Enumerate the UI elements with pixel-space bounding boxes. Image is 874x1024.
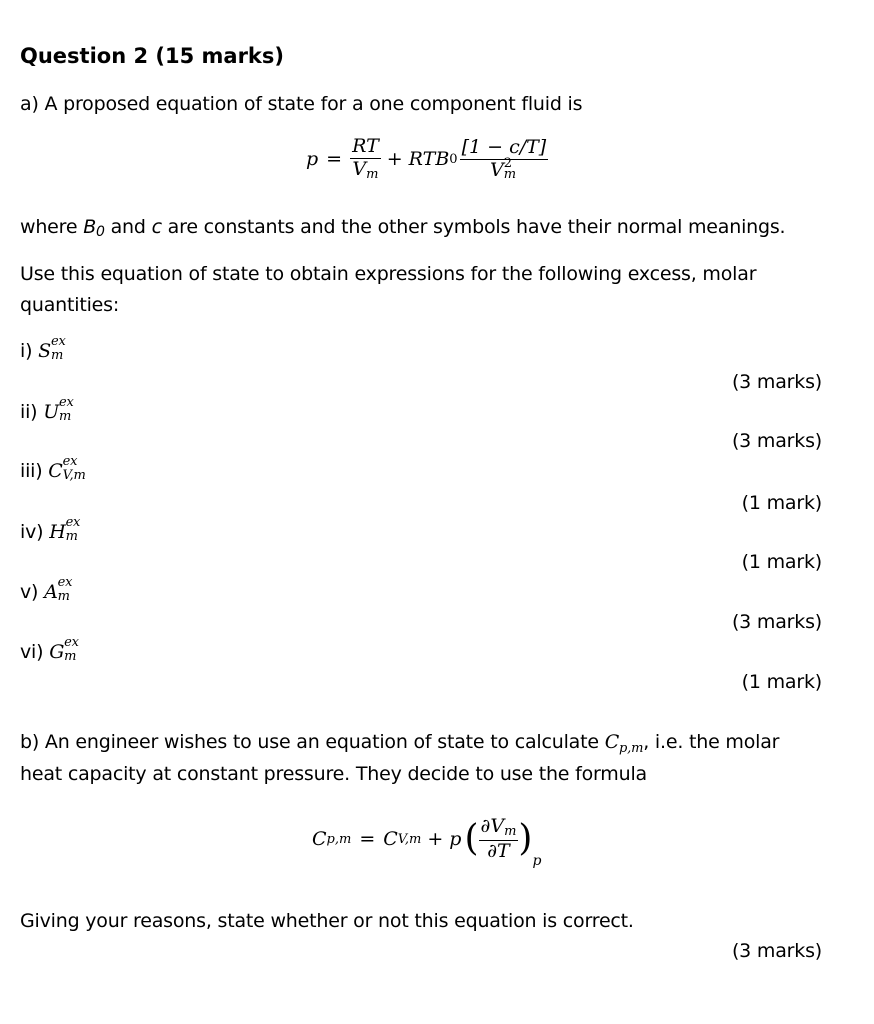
item-i-marks: (3 marks)	[731, 371, 822, 393]
eq-frac2-num: [1 − c/T]	[461, 136, 547, 159]
item-sub: m	[50, 348, 64, 363]
eq-frac1-num: RT	[352, 135, 379, 157]
hc-cv: C	[383, 828, 398, 851]
equation-of-state	[306, 136, 548, 183]
part-b-symbol: C	[604, 731, 620, 753]
hc-partial-frac	[479, 816, 519, 863]
hc-lhs: C	[312, 828, 327, 851]
item-i	[20, 334, 66, 363]
part-a-intro: a) A proposed equation of state for a one component fluid is	[20, 93, 583, 115]
eq-frac1-den: V	[352, 157, 367, 180]
question-title: Question 2 (15 marks)	[20, 44, 284, 68]
item-iv-marks: (1 mark)	[741, 551, 822, 573]
where-b0: B	[83, 216, 97, 238]
where-b0-sub: 0	[96, 224, 105, 240]
use-line-1: Use this equation of state to obtain expressions for the following excess, molar	[20, 263, 757, 285]
item-label: vi)	[20, 641, 50, 663]
item-sup: ex	[62, 454, 78, 469]
eq-frac-rt-vm	[350, 136, 381, 183]
item-symbol: H	[49, 521, 66, 543]
eq-frac2-den-sup: 2	[503, 155, 513, 171]
item-ii-marks: (3 marks)	[731, 430, 822, 452]
hc-den: ∂T	[487, 839, 510, 862]
item-sup: ex	[50, 334, 66, 349]
hc-cv-sub: V,m	[397, 831, 422, 847]
item-symbol: G	[49, 641, 65, 663]
item-sup: ex	[65, 515, 81, 530]
part-b-marks: (3 marks)	[731, 940, 822, 962]
eq-coef-sub: 0	[449, 151, 458, 167]
hc-plus: +	[427, 828, 444, 851]
item-symbol: A	[44, 581, 58, 603]
where-and: and	[104, 216, 152, 238]
part-b-symbol-sub: p,m	[619, 741, 644, 756]
item-label: iii)	[20, 460, 49, 482]
hc-num: ∂V	[480, 815, 505, 837]
hc-num-sub: m	[504, 824, 517, 839]
eq-frac2-den-sub: m	[503, 166, 517, 182]
eq-equals: =	[326, 148, 343, 171]
hc-lhs-sub: p,m	[326, 831, 352, 847]
item-sub: m	[57, 589, 70, 604]
hc-outer-sub: p	[532, 852, 542, 869]
item-label: iv)	[20, 521, 50, 543]
item-v-marks: (3 marks)	[731, 611, 822, 633]
item-iii	[20, 454, 86, 483]
eq-frac1-den-sub: m	[366, 166, 379, 182]
use-line-2: quantities:	[20, 294, 120, 316]
item-sub: m	[59, 409, 72, 424]
item-sub: m	[65, 529, 78, 544]
hc-equals: =	[359, 828, 376, 851]
item-label: ii)	[20, 401, 44, 423]
part-b-question: Giving your reasons, state whether or not this equation is correct.	[20, 910, 634, 932]
item-symbol: U	[43, 401, 60, 423]
eq-plus: +	[386, 148, 403, 171]
where-line	[20, 216, 785, 240]
item-symbol: S	[38, 340, 51, 362]
item-sup: ex	[64, 635, 79, 650]
part-b-line-2: heat capacity at constant pressure. They decide to use the formula	[20, 763, 647, 785]
eq-lhs: p	[306, 148, 319, 171]
item-label: i)	[20, 340, 39, 362]
part-b-pre: b) An engineer wishes to use an equation of state to calculate	[20, 731, 605, 753]
item-iii-marks: (1 mark)	[741, 492, 822, 514]
item-label: v)	[20, 581, 45, 603]
item-symbol: C	[48, 460, 63, 482]
item-sup: ex	[59, 395, 74, 410]
heat-capacity-equation	[312, 815, 542, 869]
where-pre: where	[20, 216, 84, 238]
item-ii	[20, 395, 74, 424]
item-sub: V,m	[62, 468, 86, 483]
hc-rparen: )	[518, 818, 533, 860]
item-iv	[20, 515, 81, 544]
part-b-post: , i.e. the molar	[643, 731, 780, 753]
part-b-line-1	[20, 731, 779, 756]
where-post: are constants and the other symbols have their normal meanings.	[161, 216, 786, 238]
item-sup: ex	[57, 575, 73, 590]
where-c: c	[151, 216, 162, 238]
eq-coef: RTB	[408, 148, 450, 171]
hc-lparen: (	[464, 818, 479, 860]
item-vi	[20, 635, 79, 664]
eq-frac2-den: V	[490, 158, 504, 181]
item-vi-marks: (1 mark)	[741, 671, 822, 693]
item-v	[20, 575, 73, 604]
item-sub: m	[64, 649, 77, 664]
hc-p: p	[449, 828, 462, 851]
eq-frac-bracket	[460, 137, 549, 182]
